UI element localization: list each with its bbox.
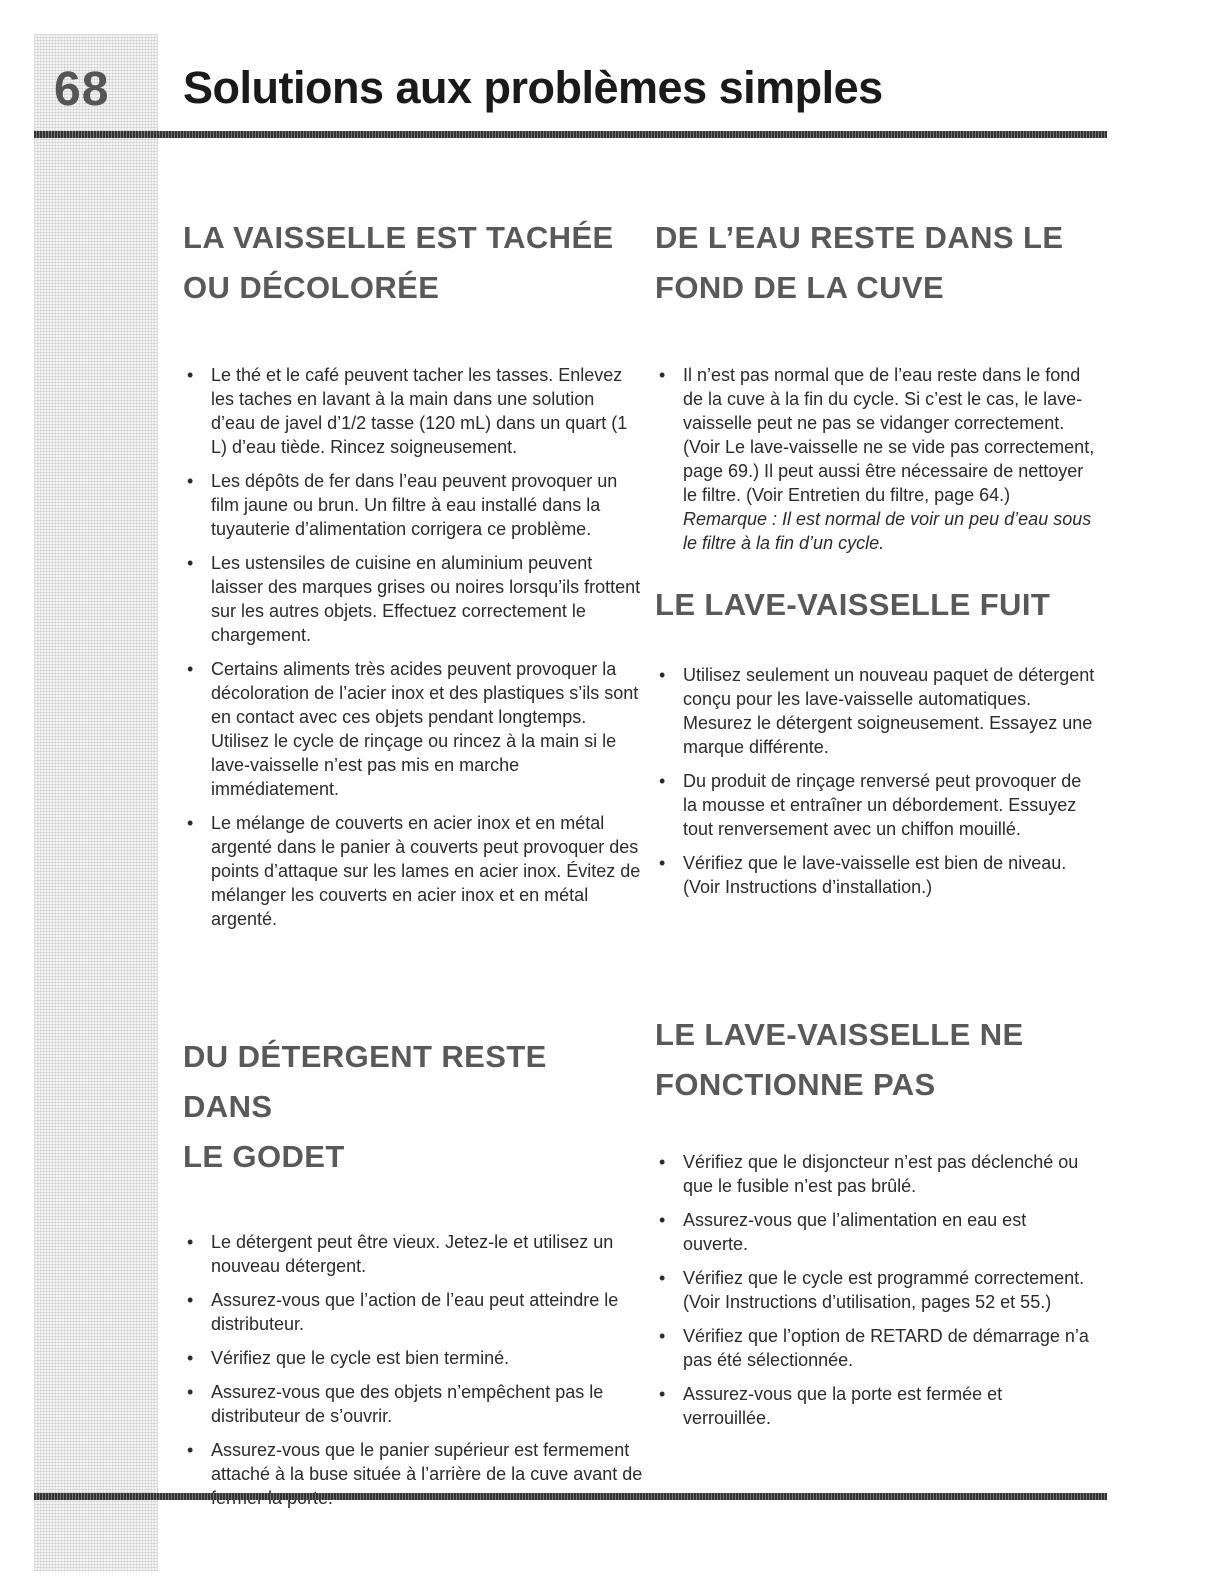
bullet-list: [183, 363, 643, 931]
note-text: Remarque : Il est normal de voir un peu d’eau sous le filtre à la fin d’un cycle.: [683, 509, 1092, 553]
heading-line: LA VAISSELLE EST TACHÉE: [183, 220, 614, 255]
list-item: • Assurez-vous que l’action de l’eau peut atteindre le distributeur.: [183, 1288, 643, 1336]
section-heading: [183, 1032, 643, 1182]
list-item: • Vérifiez que le cycle est programmé correctement. (Voir Instructions d’utilisation, pages 52 et 55.): [655, 1266, 1095, 1314]
top-rule: [34, 131, 1107, 138]
bullet-list: [655, 1150, 1095, 1430]
list-item: • Assurez-vous que la porte est fermée et verrouillée.: [655, 1382, 1095, 1430]
list-item: • Utilisez seulement un nouveau paquet de détergent conçu pour les lave-vaisselle automatiques. Mesurez le détergent soigneusement. Essayez une marque différente.: [655, 663, 1095, 759]
section-heading: [655, 580, 1095, 630]
heading-line: LE LAVE-VAISSELLE FUIT: [655, 587, 1051, 622]
bullet-list: [183, 1230, 643, 1510]
section-water-remains: [655, 213, 1095, 565]
section-stained-dishes: [183, 213, 643, 941]
side-band: [34, 34, 158, 1571]
page-title: Solutions aux problèmes simples: [183, 62, 883, 113]
item-text: Il n’est pas normal que de l’eau reste dans le fond de la cuve à la fin du cycle. Si c’est le cas, le lave-vaisselle peut ne pas se vidanger correctement. (Voir Le lave-vaisselle ne se vide pas correctement, page 69.) Il peut aussi être nécessaire de nettoyer le filtre. (Voir Entretien du filtre, page 64.): [683, 365, 1095, 505]
list-item: • Les dépôts de fer dans l’eau peuvent provoquer un film jaune ou brun. Un filtre à eau installé dans la tuyauterie d’alimentation corrigera ce problème.: [183, 469, 643, 541]
bullet-list: [655, 363, 1095, 555]
bottom-rule: [34, 1493, 1107, 1500]
heading-line: LE GODET: [183, 1139, 345, 1174]
list-item: • Certains aliments très acides peuvent provoquer la décoloration de l’acier inox et des plastiques s’ils sont en contact avec ces objets pendant longtemps. Utilisez le cycle de rinçage ou rincez à la main si le lave-vaisselle n’est pas mis en marche immédiatement.: [183, 657, 643, 801]
section-detergent-remains: [183, 1032, 643, 1520]
list-item: • Assurez-vous que l’alimentation en eau est ouverte.: [655, 1208, 1095, 1256]
section-heading: [183, 213, 643, 313]
section-does-not-run: [655, 1010, 1095, 1440]
list-item: • Les ustensiles de cuisine en aluminium peuvent laisser des marques grises ou noires lorsqu’ils frottent sur les autres objets. Effectuez correctement le chargement.: [183, 551, 643, 647]
list-item: • Le mélange de couverts en acier inox et en métal argenté dans le panier à couverts peut provoquer des points d’attaque sur les lames en acier inox. Évitez de mélanger les couverts en acier inox et en métal argenté.: [183, 811, 643, 931]
heading-line: LE LAVE-VAISSELLE NE: [655, 1017, 1024, 1052]
list-item: • Assurez-vous que des objets n’empêchent pas le distributeur de s’ouvrir.: [183, 1380, 643, 1428]
list-item: • Du produit de rinçage renversé peut provoquer de la mousse et entraîner un débordement. Essuyez tout renversement avec un chiffon mouillé.: [655, 769, 1095, 841]
page-number: 68: [54, 63, 110, 116]
heading-line: OU DÉCOLORÉE: [183, 270, 440, 305]
heading-line: DE L’EAU RESTE DANS LE: [655, 220, 1064, 255]
list-item: [655, 363, 1095, 555]
list-item: • Vérifiez que le lave-vaisselle est bien de niveau. (Voir Instructions d’installation.): [655, 851, 1095, 899]
list-item: • Le thé et le café peuvent tacher les tasses. Enlevez les taches en lavant à la main dans une solution d’eau de javel d’1/2 tasse (120 mL) dans un quart (1 L) d’eau tiède. Rincez soigneusement.: [183, 363, 643, 459]
list-item: • Le détergent peut être vieux. Jetez-le et utilisez un nouveau détergent.: [183, 1230, 643, 1278]
section-leaks: [655, 580, 1095, 909]
list-item: • Vérifiez que le disjoncteur n’est pas déclenché ou que le fusible n’est pas brûlé.: [655, 1150, 1095, 1198]
bullet-list: [655, 663, 1095, 899]
list-item: • Vérifiez que le cycle est bien terminé.: [183, 1346, 643, 1370]
heading-line: DU DÉTERGENT RESTE DANS: [183, 1039, 547, 1124]
list-item: • Assurez-vous que le panier supérieur est fermement attaché à la buse située à l’arrière de la cuve avant de: [183, 1438, 643, 1510]
list-item: • Vérifiez que l’option de RETARD de démarrage n’a pas été sélectionnée.: [655, 1324, 1095, 1372]
heading-line: FOND DE LA CUVE: [655, 270, 945, 305]
section-heading: [655, 1010, 1095, 1110]
heading-line: FONCTIONNE PAS: [655, 1067, 936, 1102]
section-heading: [655, 213, 1095, 313]
